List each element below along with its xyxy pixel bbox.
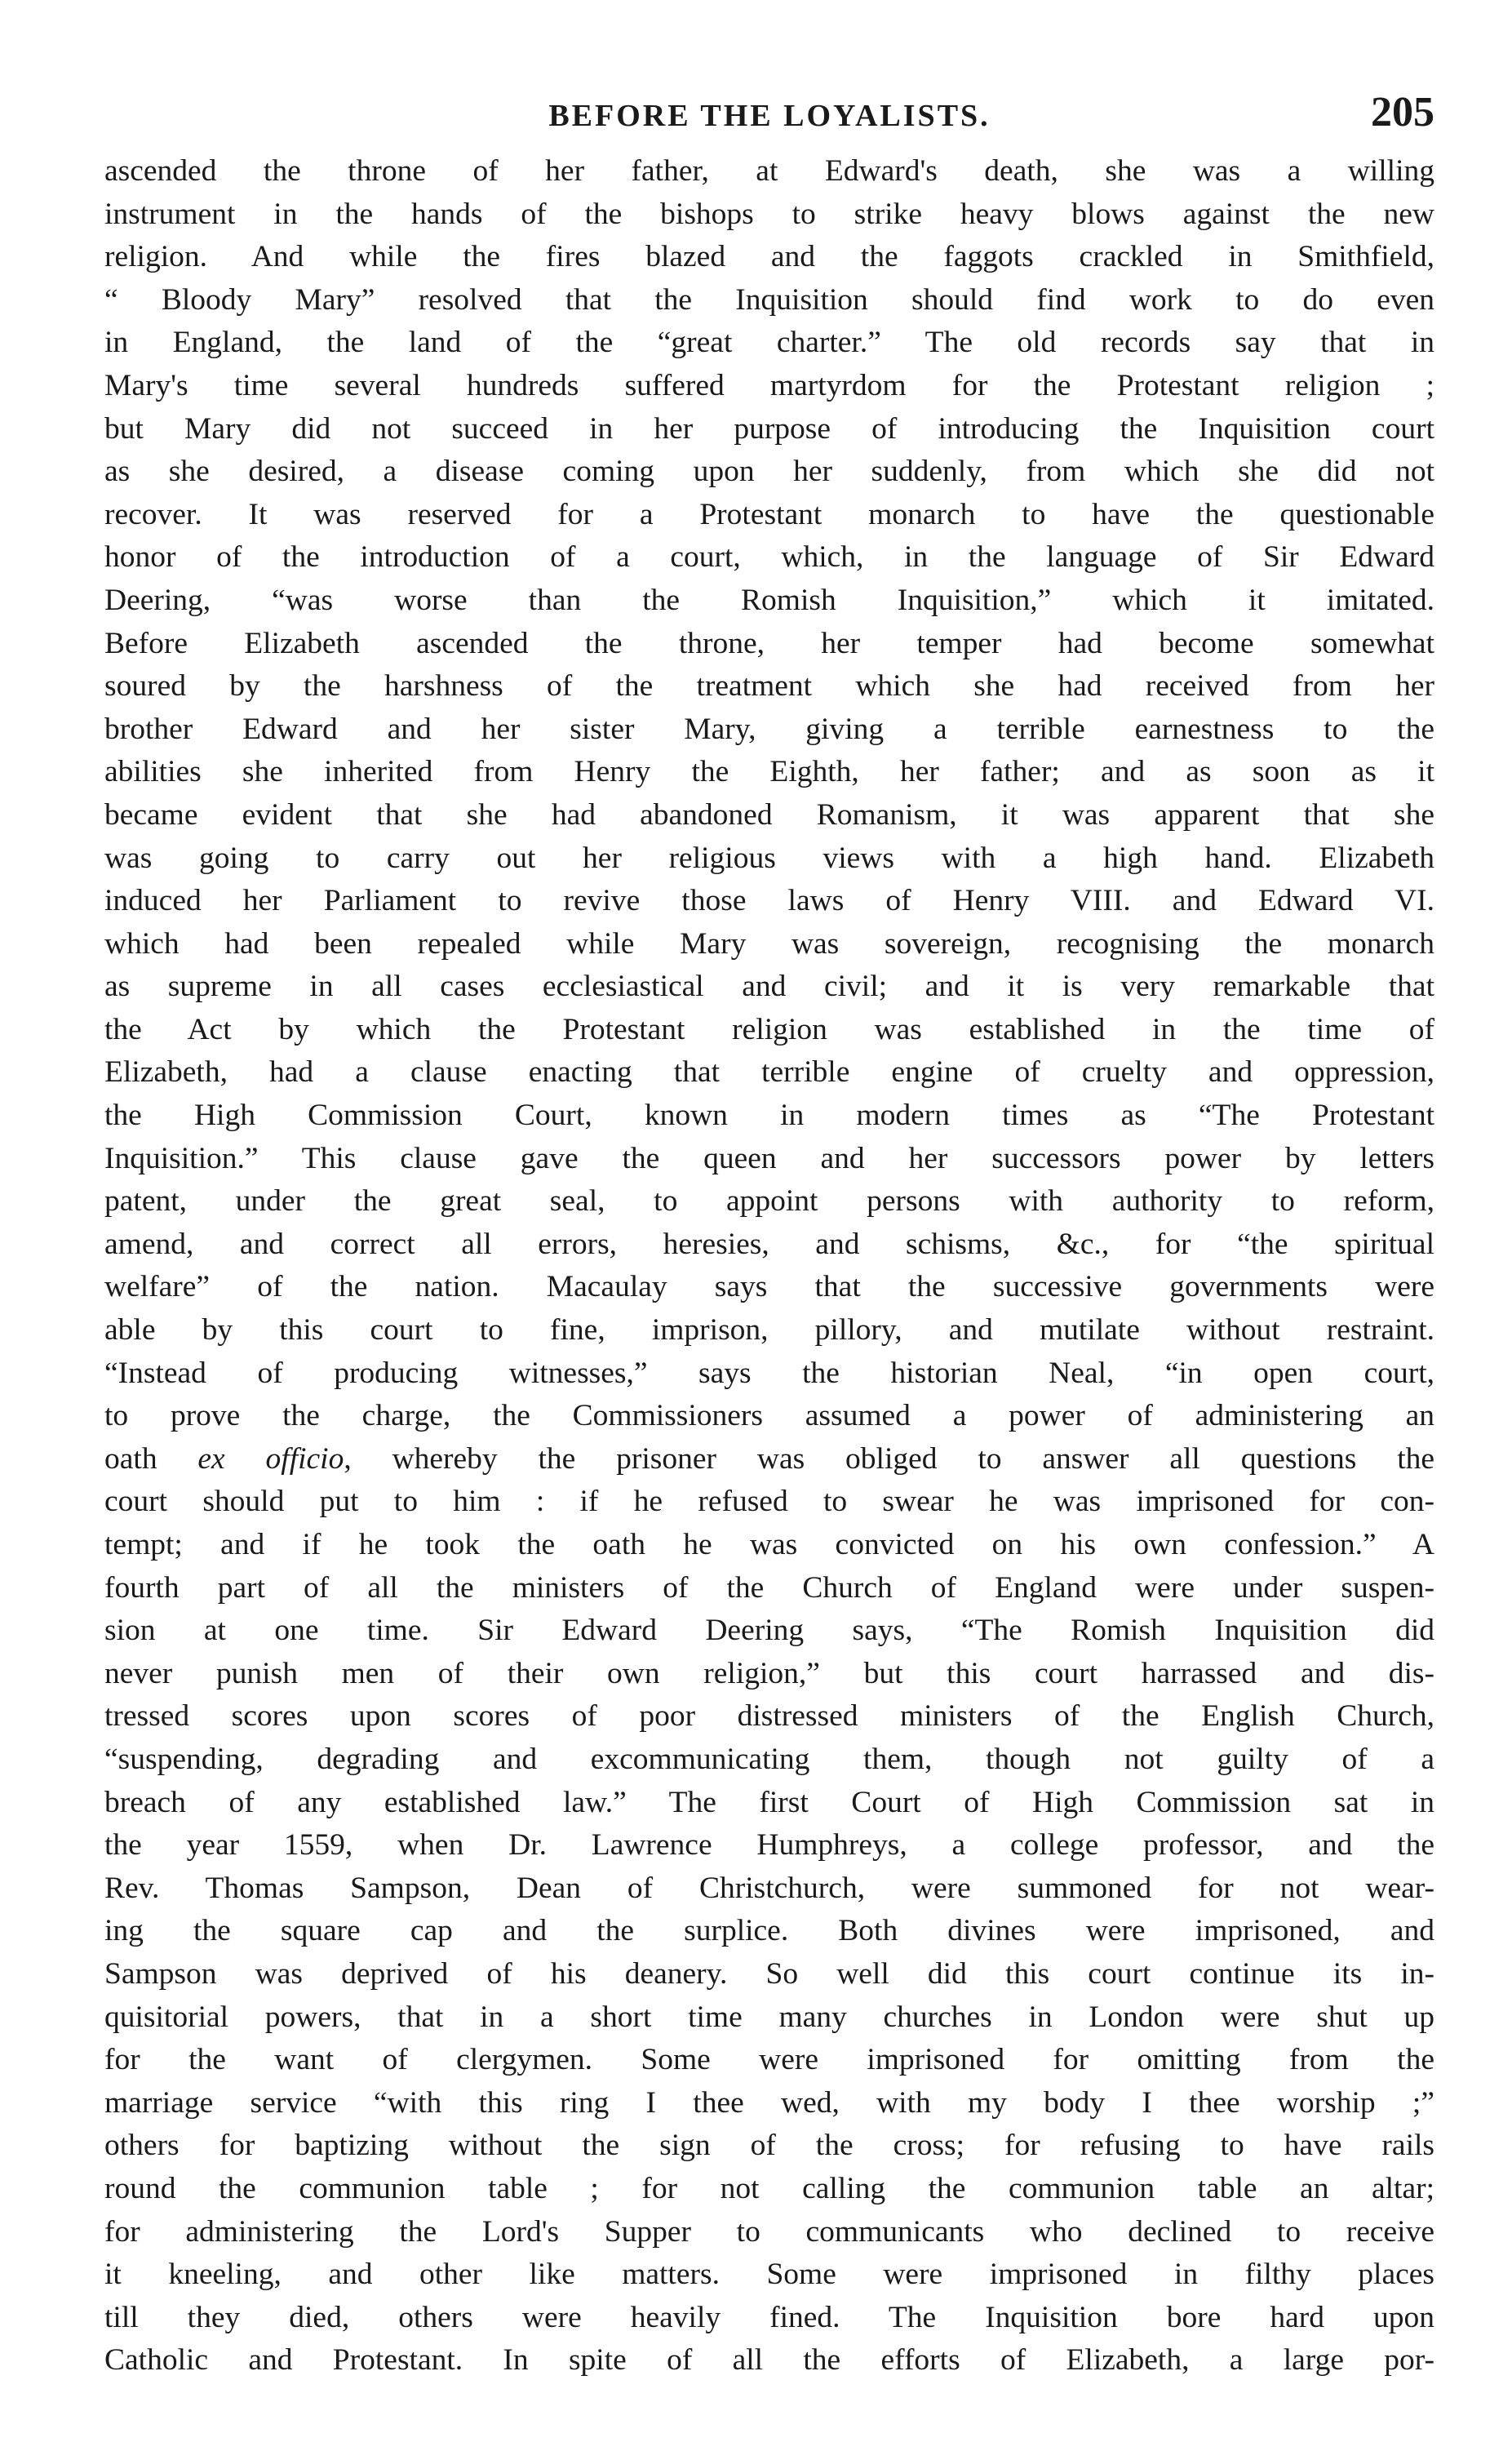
text-line: fourth part of all the ministers of the Church of England were under suspen- <box>104 1570 1434 1605</box>
text-line: but Mary did not succeed in her purpose of introducing the Inquisition court <box>104 411 1434 446</box>
text-line: ascended the throne of her father, at Edward's death, she was a willing <box>104 154 1434 188</box>
text-line: Deering, “was worse than the Romish Inquisition,” which it imitated. <box>104 583 1434 617</box>
text-line: “suspending, degrading and excommunicating them, though not guilty of a <box>104 1742 1434 1776</box>
text-line: honor of the introduction of a court, which, in the language of Sir Edward <box>104 540 1434 575</box>
text-line: the year 1559, when Dr. Lawrence Humphreys, a college professor, and the <box>104 1828 1434 1863</box>
text-line: Before Elizabeth ascended the throne, her temper had become somewhat <box>104 626 1434 660</box>
text-line: breach of any established law.” The first Court of High Commission sat in <box>104 1785 1434 1819</box>
text-line: round the communion table ; for not calling the communion table an altar; <box>104 2171 1434 2205</box>
text-line: religion. And while the fires blazed and the faggots crackled in Smithfield, <box>104 240 1434 274</box>
text-line: till they died, others were heavily fined. The Inquisition bore hard upon <box>104 2300 1434 2334</box>
text-line: court should put to him : if he refused to swear he was imprisoned for con- <box>104 1485 1434 1519</box>
text-line: tressed scores upon scores of poor distressed ministers of the English Church, <box>104 1699 1434 1734</box>
text-line: Elizabeth, had a clause enacting that terrible engine of cruelty and oppression, <box>104 1055 1434 1090</box>
running-head <box>104 88 1434 150</box>
text-line: recover. It was reserved for a Protestant monarch to have the questionable <box>104 497 1434 531</box>
italic-phrase: ex officio <box>197 1441 344 1476</box>
text-line: to prove the charge, the Commissioners assumed a power of administering an <box>104 1399 1434 1433</box>
text-line: for administering the Lord's Supper to communicants who declined to receive <box>104 2214 1434 2249</box>
text-line: which had been repealed while Mary was sovereign, recognising the monarch <box>104 926 1434 961</box>
text-line: quisitorial powers, that in a short time many churches in London were shut up <box>104 2000 1434 2034</box>
text-line: it kneeling, and other like matters. Some were imprisoned in filthy places <box>104 2258 1434 2292</box>
page-number: 205 <box>1371 89 1434 135</box>
text-line: induced her Parliament to revive those laws of Henry VIII. and Edward VI. <box>104 884 1434 918</box>
text-line: Sampson was deprived of his deanery. So well did this court continue its in- <box>104 1956 1434 1991</box>
text-line: soured by the harshness of the treatment which she had received from her <box>104 669 1434 704</box>
text-line: was going to carry out her religious views with a high hand. Elizabeth <box>104 841 1434 875</box>
text-line: tempt; and if he took the oath he was convicted on his own confession.” A <box>104 1528 1434 1561</box>
text-line: “Instead of producing witnesses,” says the historian Neal, “in open court, <box>104 1356 1434 1390</box>
text-line: never punish men of their own religion,” but this court harrassed and dis- <box>104 1656 1434 1690</box>
book-page <box>104 88 1434 2382</box>
text-line: as supreme in all cases ecclesiastical and civil; and it is very remarkable that <box>104 970 1434 1004</box>
text-line: patent, under the great seal, to appoint persons with authority to reform, <box>104 1184 1434 1219</box>
text-line: in England, the land of the “great charter.” The old records say that in <box>104 326 1434 360</box>
text-line: as she desired, a disease coming upon her suddenly, from which she did not <box>104 455 1434 489</box>
text-line: Mary's time several hundreds suffered martyrdom for the Protestant religion ; <box>104 368 1434 402</box>
running-title: BEFORE THE LOYALISTS. <box>548 99 991 133</box>
text-line: abilities she inherited from Henry the Eighth, her father; and as soon as it <box>104 755 1434 789</box>
text-line: Catholic and Protestant. In spite of all the efforts of Elizabeth, a large por- <box>104 2343 1434 2378</box>
text-line: ing the square cap and the surplice. Both divines were imprisoned, and <box>104 1914 1434 1948</box>
text-line: Inquisition.” This clause gave the queen and her successors power by letters <box>104 1141 1434 1175</box>
text-line: sion at one time. Sir Edward Deering says, “The Romish Inquisition did <box>104 1614 1434 1648</box>
text-line: Rev. Thomas Sampson, Dean of Christchurch, were summoned for not wear- <box>104 1871 1434 1905</box>
text-line: welfare” of the nation. Macaulay says that the successive governments were <box>104 1270 1434 1304</box>
text-line: brother Edward and her sister Mary, giving a terrible earnestness to the <box>104 712 1434 746</box>
text-line: became evident that she had abandoned Romanism, it was apparent that she <box>104 797 1434 832</box>
text-line: oath ex officio, whereby the prisoner was obliged to answer all questions the <box>104 1441 1434 1476</box>
body-text <box>104 150 1434 2382</box>
text-line: the Act by which the Protestant religion was established in the time of <box>104 1012 1434 1046</box>
text-line: instrument in the hands of the bishops to strike heavy blows against the new <box>104 197 1434 231</box>
text-line: marriage service “with this ring I thee wed, with my body I thee worship ;” <box>104 2085 1434 2120</box>
text-line: amend, and correct all errors, heresies, and schisms, &c., for “the spiritual <box>104 1227 1434 1261</box>
text-line: “ Bloody Mary” resolved that the Inquisition should find work to do even <box>104 282 1434 317</box>
text-line: the High Commission Court, known in modern times as “The Protestant <box>104 1099 1434 1133</box>
text-line: able by this court to fine, imprison, pillory, and mutilate without restraint. <box>104 1313 1434 1348</box>
text-line: for the want of clergymen. Some were imprisoned for omitting from the <box>104 2043 1434 2077</box>
text-line: others for baptizing without the sign of the cross; for refusing to have rails <box>104 2129 1434 2163</box>
